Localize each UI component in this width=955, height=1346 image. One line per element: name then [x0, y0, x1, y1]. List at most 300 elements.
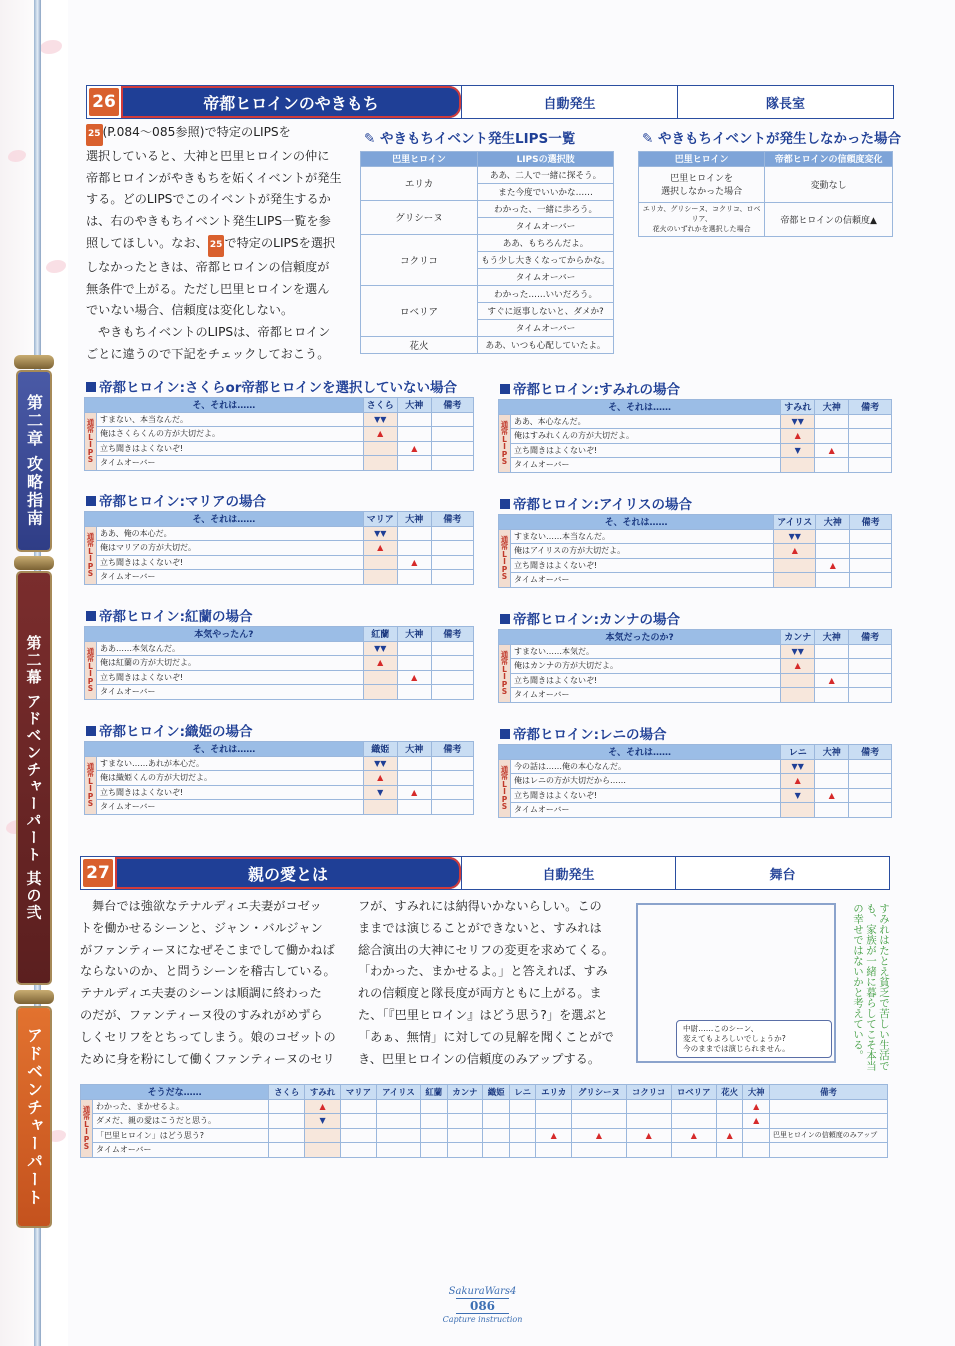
lips-choice: 立ち聞きはよくないぞ!	[97, 555, 364, 570]
trust-change	[269, 1128, 305, 1143]
question-header: そ、それは……	[85, 512, 364, 527]
heroine-lips-table	[498, 629, 892, 703]
body-line: 照してほしい。なお、	[86, 235, 208, 250]
lips-choice: わかった、まかせるよ。	[93, 1099, 269, 1114]
lips-choice: すまない……本当なんだ。	[511, 529, 774, 544]
question-header: そ、それは……	[499, 515, 774, 530]
lips-choice: タイムオーバー	[97, 570, 364, 585]
table-title-text: 帝都ヒロイン:アイリスの場合	[513, 497, 693, 513]
pole-cap	[14, 556, 54, 570]
body-line: のだが、ファンティーヌ役のすみれがめずら	[80, 1007, 323, 1022]
heroine-header: 花火	[716, 1085, 743, 1100]
note-cell	[849, 688, 892, 703]
lips-choice: タイムオーバー	[478, 268, 614, 285]
trust-change	[421, 1143, 448, 1158]
ogami-change	[815, 414, 849, 429]
table-title-text: 帝都ヒロイン:レニの場合	[513, 727, 667, 743]
note-cell	[849, 788, 892, 803]
note-cell	[431, 800, 473, 815]
event-number: 26	[87, 86, 121, 118]
lips-choice: ああ、いつも心配していたよ。	[478, 336, 614, 353]
body-line: ごとに違うので下記をチェックしておこう。	[86, 346, 330, 361]
body-line: ならないのか、と問うシーンを稽古している。	[80, 964, 336, 979]
table-title	[500, 378, 680, 398]
heroine-lips-table	[84, 741, 474, 815]
table-title	[86, 490, 266, 510]
body-line: がファンティーヌになぜそこまでして働かねば	[80, 942, 335, 957]
ogami-change	[815, 644, 849, 659]
note-header: 備考	[850, 515, 892, 530]
heroine-header: アイリス	[774, 515, 816, 530]
heroine-change: ▼	[781, 788, 815, 803]
trust-change	[716, 1143, 743, 1158]
lips-choice: タイムオーバー	[478, 217, 614, 234]
question-header: 本気だったのか?	[499, 630, 781, 645]
event-26-header	[86, 85, 894, 119]
ogami-header: 大神	[397, 512, 431, 527]
ogami-change	[397, 456, 431, 471]
note-cell	[770, 1143, 888, 1158]
heroine-header: さくら	[363, 398, 397, 413]
note-cell	[850, 544, 892, 559]
lips-choice: わかった、一緒に歩ろう。	[478, 200, 614, 217]
table-title	[86, 605, 253, 625]
event-place: 隊長室	[677, 86, 893, 118]
trust-change	[341, 1143, 377, 1158]
note-header: 備考	[849, 400, 892, 415]
ogami-change	[397, 771, 431, 786]
heroine-lips-table	[84, 626, 474, 700]
lips-choice: ああ、俺の本心だ。	[97, 526, 364, 541]
question-header: そ、それは……	[85, 398, 364, 413]
heroine-header: アイリス	[376, 1085, 420, 1100]
body-line: フが、すみれには納得いかないらしい。この	[358, 899, 602, 913]
trust-change: ▲	[626, 1128, 671, 1143]
trust-change	[421, 1099, 448, 1114]
question-header: そ、それは……	[499, 400, 781, 415]
heroine-change: ▲	[781, 429, 815, 444]
ogami-change: ▲	[397, 441, 431, 456]
lips-choice: 今の話は……俺の本心なんだ。	[511, 759, 781, 774]
note-cell	[850, 529, 892, 544]
trust-change: ▲	[671, 1128, 716, 1143]
trust-change	[447, 1128, 483, 1143]
trust-change	[341, 1128, 377, 1143]
no-event-table	[638, 151, 893, 237]
body-line: でいない場合、信頼度は変化しない。	[86, 303, 294, 318]
trust-change: ▲	[572, 1128, 627, 1143]
trust-change: ▲	[305, 1099, 341, 1114]
lips-choice: タイムオーバー	[511, 803, 781, 818]
trust-change: ▲	[743, 1099, 770, 1114]
trust-change	[536, 1114, 572, 1129]
heroine-header: グリシーヌ	[572, 1085, 627, 1100]
table-title	[86, 720, 253, 740]
trust-change	[572, 1114, 627, 1129]
petal-decoration	[40, 40, 62, 54]
trust-change	[509, 1099, 536, 1114]
ogami-header: 大神	[815, 630, 849, 645]
lips-choice: すまない……あれが本心だ。	[97, 756, 364, 771]
ogami-change: ▲	[815, 443, 849, 458]
lips-choice: 「巴里ヒロイン」はどう思う?	[93, 1128, 269, 1143]
lips-choice: 俺はアイリスの方が大切だよ。	[511, 544, 774, 559]
lips-choice: ああ、本心なんだ。	[511, 414, 781, 429]
trust-change	[483, 1099, 510, 1114]
heroine-header: マリア	[341, 1085, 377, 1100]
body-line: き、巴里ヒロインの信頼度のみアップする。	[358, 1051, 601, 1066]
heroine-header: カンナ	[447, 1085, 483, 1100]
heroine-header: エリカ	[536, 1085, 572, 1100]
heroine-change	[363, 555, 397, 570]
lips-choice: すまない、本当なんだ。	[97, 412, 364, 427]
ogami-change	[816, 544, 850, 559]
note-cell	[849, 458, 892, 473]
trust-change	[671, 1143, 716, 1158]
ogami-change: ▲	[397, 670, 431, 685]
heroine-cell: グリシーヌ	[361, 200, 478, 234]
trust-change	[376, 1128, 420, 1143]
dialog-line: 変えてもよろしいでしょうか?	[683, 1034, 786, 1043]
ogami-header: 大神	[397, 398, 431, 413]
ogami-change	[816, 529, 850, 544]
body-line: 「わかった、まかせるよ。」と答えれば、すみ	[358, 964, 608, 979]
lips-label: 通 常 L I P S	[81, 1099, 93, 1157]
heroine-header: すみれ	[305, 1085, 341, 1100]
ogami-change	[397, 800, 431, 815]
ogami-header: 大神	[397, 627, 431, 642]
event-title: 親の愛とは	[115, 857, 461, 889]
event-trigger: 自動発生	[461, 857, 675, 889]
lips-choice: 立ち聞きはよくないぞ!	[511, 673, 781, 688]
lips-label: 通 常 L I P S	[499, 759, 511, 817]
column-header: 巴里ヒロイン	[361, 152, 478, 167]
note-cell	[431, 441, 473, 456]
lips-label: 通 常 L I P S	[85, 412, 97, 470]
body-line: 舞台では強欲なテナルディエ夫妻がコゼッ	[92, 899, 322, 913]
ogami-change	[397, 656, 431, 671]
trust-change: ▲	[743, 1114, 770, 1129]
footer-subtitle: Capture instruction	[442, 1315, 523, 1324]
heroine-change: ▲	[774, 544, 816, 559]
petal-decoration	[46, 260, 66, 273]
heroine-lips-table	[498, 399, 892, 473]
pole-cap	[14, 355, 54, 369]
lips-list-table	[360, 151, 614, 354]
table-title-text: 帝都ヒロイン:織姫の場合	[99, 724, 253, 740]
trust-change	[421, 1114, 448, 1129]
heroine-header: さくら	[269, 1085, 305, 1100]
bullet-square	[500, 729, 510, 739]
trust-change	[743, 1128, 770, 1143]
ogami-change	[397, 526, 431, 541]
ogami-change: ▲	[816, 558, 850, 573]
heroine-header: 大神	[743, 1085, 770, 1100]
table-title	[500, 493, 692, 513]
trust-change	[483, 1143, 510, 1158]
lips-choice: 立ち聞きはよくないぞ!	[97, 785, 364, 800]
note-cell	[431, 427, 473, 442]
note-cell	[849, 414, 892, 429]
heroine-change	[363, 456, 397, 471]
heroine-change: ▲	[363, 427, 397, 442]
event-27-col1	[80, 896, 345, 1070]
table-title	[500, 723, 667, 743]
lips-choice: 立ち聞きはよくないぞ!	[97, 670, 364, 685]
ogami-change	[397, 427, 431, 442]
heroine-change	[363, 670, 397, 685]
note-cell	[431, 771, 473, 786]
lips-choice: タイムオーバー	[97, 800, 364, 815]
lips-choice: タイムオーバー	[511, 688, 781, 703]
lips-choice: 俺は紅蘭の方が大切だよ。	[97, 656, 364, 671]
note-cell	[849, 644, 892, 659]
trust-change	[421, 1128, 448, 1143]
note-cell	[849, 803, 892, 818]
heroine-change: ▼	[363, 785, 397, 800]
trust-change	[572, 1143, 627, 1158]
heroine-change	[363, 441, 397, 456]
lips-choice: もう少し大きくなってからかな。	[478, 251, 614, 268]
trust-change: ▲	[536, 1128, 572, 1143]
result-cell: 帝都ヒロインの信頼度▲	[765, 202, 893, 236]
body-line: する。どのLIPSでこのイベントが発生するか	[86, 192, 331, 207]
lips-choice: また今度でいいかな……	[478, 183, 614, 200]
ogami-change	[816, 573, 850, 588]
heroine-change: ▲	[781, 774, 815, 789]
question-header: そ、それは……	[85, 742, 364, 757]
page-footer	[440, 1286, 525, 1332]
trust-change	[376, 1114, 420, 1129]
trust-change	[671, 1114, 716, 1129]
heroine-change: ▼	[781, 443, 815, 458]
lips-choice: ダメだ、親の愛はこうだと思う。	[93, 1114, 269, 1129]
body-line: で特定のLIPSを選択	[224, 235, 336, 250]
trust-change	[305, 1143, 341, 1158]
heroine-change: ▼▼	[363, 526, 397, 541]
note-cell	[431, 570, 473, 585]
lips-choice: 俺は織姫くんの方が大切だよ。	[97, 771, 364, 786]
trust-change	[626, 1114, 671, 1129]
note-cell	[849, 774, 892, 789]
heroine-change	[781, 803, 815, 818]
lips-choice: タイムオーバー	[511, 458, 781, 473]
ogami-header: 大神	[815, 400, 849, 415]
body-line: れの信頼度と隊長度が両方ともに上がる。ま	[358, 986, 602, 1001]
heroine-change	[363, 685, 397, 700]
footer-logo: SakuraWars4	[448, 1286, 517, 1297]
trust-change	[716, 1099, 743, 1114]
heroine-cell: エリカ	[361, 166, 478, 200]
trust-change	[376, 1099, 420, 1114]
bullet-square	[86, 726, 96, 736]
trust-change	[626, 1099, 671, 1114]
lips-choice: ああ、二人で一緒に探そう。	[478, 166, 614, 183]
body-line: は、右のやきもちイベント発生LIPS一覧を参	[86, 214, 331, 229]
lips-choice: 俺はすみれくんの方が大切だよ。	[511, 429, 781, 444]
heroine-header: カンナ	[781, 630, 815, 645]
note-cell: 巴里ヒロインの信頼度のみアップ	[770, 1128, 888, 1143]
heroine-header: レニ	[509, 1085, 536, 1100]
note-cell	[431, 670, 473, 685]
lips-choice: 俺はレニの方が大切だから……	[511, 774, 781, 789]
question-header: そうだな……	[81, 1085, 269, 1100]
trust-change	[743, 1143, 770, 1158]
body-line: た、「『巴里ヒロイン』はどう思う?」を選ぶと	[358, 1007, 608, 1022]
lips-choice: 俺はカンナの方が大切だよ。	[511, 659, 781, 674]
lips-label: 通 常 L I P S	[85, 756, 97, 814]
heroine-change	[363, 800, 397, 815]
heroine-header: レニ	[781, 745, 815, 760]
lips-choice: 俺はマリアの方が大切だ。	[97, 541, 364, 556]
ogami-change	[397, 756, 431, 771]
body-line: トを働かせるシーンと、ジャン・バルジャン	[80, 920, 323, 935]
heroine-cell: 花火	[361, 336, 478, 353]
petal-decoration	[8, 150, 26, 162]
lips-choice: 俺はさくらくんの方が大切だよ。	[97, 427, 364, 442]
ogami-change	[815, 659, 849, 674]
note-header: 備考	[431, 512, 473, 527]
note-cell	[849, 659, 892, 674]
event-number: 27	[81, 857, 115, 889]
note-header: 備考	[431, 627, 473, 642]
trust-change	[447, 1143, 483, 1158]
ogami-change: ▲	[397, 785, 431, 800]
note-cell	[431, 555, 473, 570]
note-cell	[849, 673, 892, 688]
note-cell	[850, 573, 892, 588]
note-header: 備考	[849, 745, 892, 760]
column-header: LIPSの選択肢	[478, 152, 614, 167]
body-line: 選択していると、大神と巴里ヒロインの仲に	[86, 148, 330, 163]
heroine-header: マリア	[363, 512, 397, 527]
heroine-change: ▲	[363, 771, 397, 786]
ogami-change	[815, 803, 849, 818]
condition-cell: 巴里ヒロインを 選択しなかった場合	[639, 166, 765, 202]
pole-cap	[14, 990, 54, 1004]
ogami-change	[815, 688, 849, 703]
event-27-col2	[358, 896, 626, 1070]
chapter-label: 第二章 攻略指南	[18, 372, 50, 550]
dialog-box	[676, 1020, 832, 1058]
lips-choice: わかった……いいだろう。	[478, 285, 614, 302]
ref-badge: 25	[208, 235, 225, 257]
bullet-square	[86, 496, 96, 506]
note-cell	[431, 785, 473, 800]
note-header: 備考	[431, 742, 473, 757]
heroine-change: ▲	[363, 541, 397, 556]
lips-choice: ああ、もちろんだよ。	[478, 234, 614, 251]
lips-choice: すぐに返事しないと、ダメか?	[478, 302, 614, 319]
heroine-change: ▲	[781, 659, 815, 674]
heroine-change: ▼▼	[781, 644, 815, 659]
lips-choice: ああ……本気なんだ。	[97, 641, 364, 656]
note-cell	[849, 443, 892, 458]
ogami-change	[397, 412, 431, 427]
question-header: そ、それは……	[499, 745, 781, 760]
note-cell	[431, 641, 473, 656]
bullet-square	[500, 384, 510, 394]
table-title	[86, 376, 457, 396]
heroine-change	[774, 573, 816, 588]
heroine-change: ▼▼	[363, 412, 397, 427]
heroine-cell: コクリコ	[361, 234, 478, 285]
no-event-title-text: やきもちイベントが発生しなかった場合	[658, 131, 902, 147]
event-place: 舞台	[675, 857, 889, 889]
heroine-header: すみれ	[781, 400, 815, 415]
question-header: 本気やったん?	[85, 627, 364, 642]
ogami-change: ▲	[815, 673, 849, 688]
heroine-cell: ロベリア	[361, 285, 478, 336]
note-cell	[850, 558, 892, 573]
lips-label: 通 常 L I P S	[499, 529, 511, 587]
trust-change: ▲	[716, 1128, 743, 1143]
ogami-change	[397, 570, 431, 585]
ogami-change	[397, 685, 431, 700]
heroine-lips-table	[498, 514, 892, 588]
heroine-header: 織姫	[363, 742, 397, 757]
trust-change	[509, 1114, 536, 1129]
table-title-text: 帝都ヒロイン:紅蘭の場合	[99, 609, 253, 625]
table-title-text: 帝都ヒロイン:さくらor帝都ヒロインを選択していない場合	[99, 380, 458, 396]
heroine-header: 紅蘭	[421, 1085, 448, 1100]
body-line: 帝都ヒロインがやきもちを妬くイベントが発生	[86, 170, 342, 185]
lips-choice: すまない……本気だ。	[511, 644, 781, 659]
ref-badge: 25	[86, 124, 103, 146]
lips-label: 通 常 L I P S	[499, 644, 511, 702]
ogami-change: ▲	[397, 555, 431, 570]
lips-choice: タイムオーバー	[93, 1143, 269, 1158]
note-header: 備考	[431, 398, 473, 413]
bullet-square	[500, 614, 510, 624]
ogami-header: 大神	[815, 745, 849, 760]
body-line: しなかったときは、帝都ヒロインの信頼度が	[86, 259, 330, 274]
trust-change	[269, 1114, 305, 1129]
condition-cell: エリカ、グリシーヌ、コクリコ、ロベリア、 花火のいずれかを選択した場合	[639, 202, 765, 236]
event-title: 帝都ヒロインのやきもち	[121, 86, 461, 118]
trust-change	[671, 1099, 716, 1114]
note-cell	[431, 456, 473, 471]
lips-label: 通 常 L I P S	[85, 526, 97, 584]
act-label: 第二幕 アドベンチャーパート 其の弐	[18, 573, 50, 983]
note-cell	[770, 1114, 888, 1129]
body-line: ままでは演じることができないと、すみれは	[358, 920, 602, 935]
ogami-change	[815, 774, 849, 789]
trust-change	[716, 1114, 743, 1129]
lips-choice: タイムオーバー	[478, 319, 614, 336]
dialog-line: 中尉……このシーン、	[683, 1024, 759, 1033]
heroine-change: ▼▼	[363, 756, 397, 771]
lips-choice: タイムオーバー	[97, 456, 364, 471]
trust-change	[536, 1099, 572, 1114]
trust-change	[269, 1143, 305, 1158]
note-cell	[431, 412, 473, 427]
heroine-header: コクリコ	[626, 1085, 671, 1100]
result-cell: 変動なし	[765, 166, 893, 202]
lips-choice: タイムオーバー	[97, 685, 364, 700]
lips-list-title: ✎ やきもちイベント発生LIPS一覧	[364, 131, 576, 147]
heroine-header: 織姫	[483, 1085, 510, 1100]
lips-choice: 立ち聞きはよくないぞ!	[511, 788, 781, 803]
heroine-change: ▼▼	[781, 759, 815, 774]
event-26-body	[86, 122, 352, 366]
column-header: 巴里ヒロイン	[639, 152, 765, 167]
lips-list-title-text: やきもちイベント発生LIPS一覧	[380, 131, 576, 147]
table-title-text: 帝都ヒロイン:マリアの場合	[99, 494, 266, 510]
bullet-square	[86, 611, 96, 621]
trust-change	[341, 1114, 377, 1129]
ogami-change	[815, 759, 849, 774]
